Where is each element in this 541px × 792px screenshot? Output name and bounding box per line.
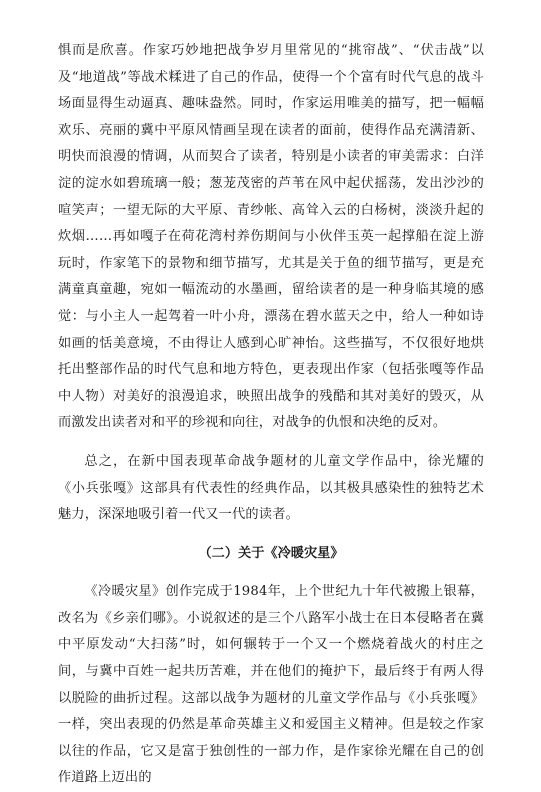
paragraph-gap xyxy=(58,567,484,579)
document-page xyxy=(58,38,484,792)
paragraph-3: 《冷暖灾星》创作完成于1984年，上个世纪九十年代被搬上银幕，改名为《乡亲们哪》。小说叙述的是三个八路军小战士在日本侵略者在冀中平原发动“大扫荡”时，如何辗转于一个又一个燃烧着战火的村庄之间，与冀中百姓一起共历苦难，并在他们的掩护下，最后终于有两人得以脱险的曲折过程。这部以战争为题材的儿童文学作品与《小兵张嘎》一样，突出表现的仍然是革命英雄主义和爱国主义精神。但是较之作家以往的作品，它又是富于独创性的一部力作，是作家徐光耀在自己的创作道路上迈出的 xyxy=(58,584,484,786)
paragraph-gap xyxy=(58,529,484,541)
paragraph-1: 惧而是欣喜。作家巧妙地把战争岁月里常见的“挑帘战”、“伏击战”以及“地道战”等战术糅进了自己的作品，使得一个个富有时代气息的战斗场面显得生动逼真、趣味盎然。同时，作家运用唯美的描写，把一幅幅欢乐、亮丽的冀中平原风情画呈现在读者的面前，使得作品充满清新、明快而浪漫的情调，从而契合了读者，特别是小读者的审美需求：白洋淀的淀水如碧琉璃一般；葱茏茂密的芦苇在风中起伏摇荡，发出沙沙的喧笑声；一望无际的大平原、青纱帐、高耸入云的白杨树，淡淡升起的炊烟……再如嘎子在荷花湾村养伤期间与小伙伴玉英一起撑船在淀上游玩时，作家笔下的景物和细节描写，尤其是关于鱼的细节描写，更是充满童真童趣，宛如一幅流动的水墨画，留给读者的是一种身临其境的感觉：与小主人一起驾着一叶小舟，漂荡在碧水蓝天之中，给人一种如诗如画的恬美意境，不由得让人感到心旷神怡。这些描写，不仅很好地烘托出整部作品的时代气息和地方特色，更表现出作家（包括张嘎等作品中人物）对美好的浪漫追求，映照出战争的残酷和其对美好的毁灭，从而激发出读者对和平的珍视和向往，对战争的仇恨和决绝的反对。 xyxy=(58,43,484,431)
section-heading: （二）关于《冷暖灾星》 xyxy=(198,545,344,561)
paragraph-2: 总之，在新中国表现革命战争题材的儿童文学作品中，徐光耀的《小兵张嘎》这部具有代表性的经典作品，以其极具感染性的独特艺术魅力，深深地吸引着一代又一代的读者。 xyxy=(58,453,484,523)
paragraph-gap xyxy=(58,437,484,449)
